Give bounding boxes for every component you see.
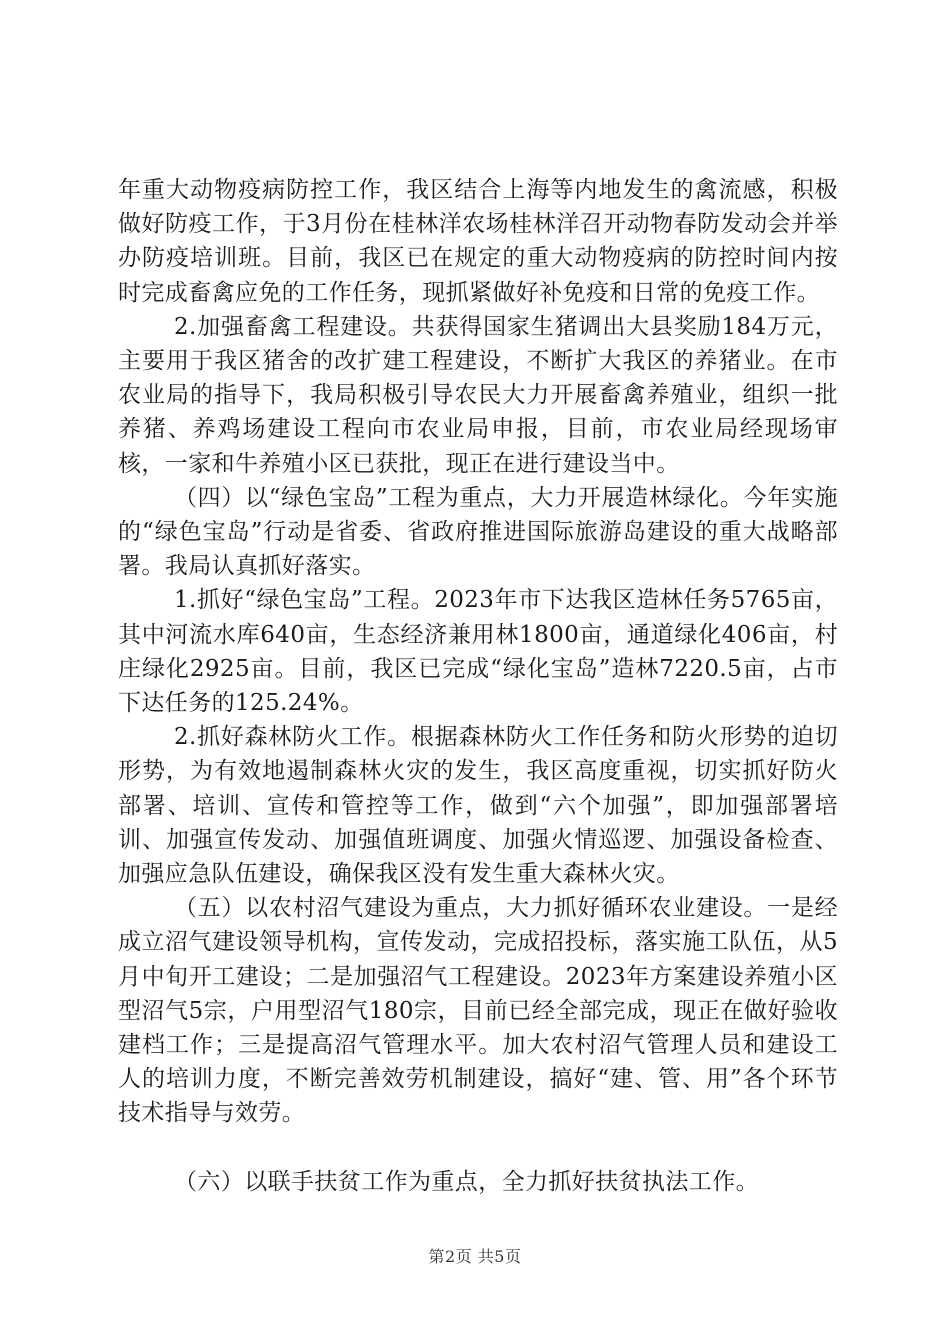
document-body — [118, 173, 838, 1199]
paragraph-section-six: （六）以联手扶贫工作为重点，全力抓好扶贫执法工作。 — [174, 1168, 759, 1195]
paragraph-continuation: 年重大动物疫病防控工作，我区结合上海等内地发生的禽流感，积极做好防疫工作，于3月份在桂林洋农场桂林洋召开动物春防发动会并举办防疫培训班。目前，我区已在规定的重大动物疫病的防控时间内按时完成畜禽应免的工作任务，现抓紧做好补免疫和日常的免疫工作。 — [118, 177, 838, 306]
paragraph-section-four: （四）以“绿色宝岛”工程为重点，大力开展造林绿化。今年实施的“绿色宝岛”行动是省委、省政府推进国际旅游岛建设的重大战略部署。我局认真抓好落实。 — [118, 484, 838, 580]
paragraph-section-five: （五）以农村沼气建设为重点，大力抓好循环农业建设。一是经成立沼气建设领导机构，宣传发动，完成招投标，落实施工队伍，从5月中旬开工建设；二是加强沼气工程建设。2023年方案建设养殖小区型沼气5宗，户用型沼气180宗，目前已经全部完成，现正在做好验收建档工作；三是提高沼气管理水平。加大农村沼气管理人员和建设工人的培训力度，不断完善效劳机制建设，搞好“建、管、用”各个环节技术指导与效劳。 — [118, 895, 838, 1127]
paragraph-forest-fire-prevention: 2.抓好森林防火工作。根据森林防火工作任务和防火形势的迫切形势，为有效地遏制森林火灾的发生，我区高度重视，切实抓好防火部署、培训、宣传和管控等工作，做到“六个加强”，即加强部署培训、加强宣传发动、加强值班调度、加强火情巡逻、加强设备检查、加强应急队伍建设，确保我区没有发生重大森林火灾。 — [118, 724, 838, 888]
paragraph-livestock-engineering: 2.加强畜禽工程建设。共获得国家生猪调出大县奖励184万元，主要用于我区猪舍的改扩建工程建设，不断扩大我区的养猪业。在市农业局的指导下，我局积极引导农民大力开展畜禽养殖业，组织一批养猪、养鸡场建设工程向市农业局申报，目前，市农业局经现场审核，一家和牛养殖小区已获批，现正在进行建设当中。 — [118, 313, 838, 477]
page-footer: 第2页 共5页 — [428, 1247, 522, 1266]
paragraph-green-island-project: 1.抓好“绿色宝岛”工程。2023年市下达我区造林任务5765亩，其中河流水库640亩，生态经济兼用林1800亩，通道绿化406亩，村庄绿化2925亩。目前，我区已完成“绿化宝岛”造林7220.5亩，占市下达任务的125.24%。 — [118, 587, 838, 717]
